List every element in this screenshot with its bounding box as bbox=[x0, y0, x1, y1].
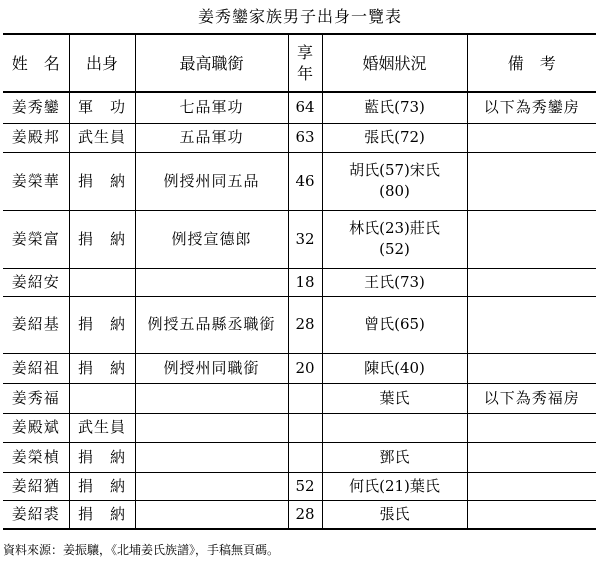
cell-marriage: 王氏(73) bbox=[322, 268, 467, 296]
cell-note bbox=[467, 500, 596, 529]
table-row bbox=[3, 413, 596, 442]
cell-name: 姜紹安 bbox=[3, 268, 69, 296]
cell-note bbox=[467, 413, 596, 442]
cell-age: 64 bbox=[288, 92, 322, 123]
table-header bbox=[3, 34, 596, 92]
cell-name: 姜榮富 bbox=[3, 210, 69, 268]
cell-age: 46 bbox=[288, 152, 322, 210]
cell-post: 例授州同五品 bbox=[135, 152, 288, 210]
cell-note bbox=[467, 442, 596, 472]
cell-marriage bbox=[322, 413, 467, 442]
cell-name: 姜殿斌 bbox=[3, 413, 69, 442]
cell-origin: 捐 納 bbox=[69, 353, 135, 383]
table-row bbox=[3, 353, 596, 383]
source-note: 資料來源：姜振驤，《北埔姜氏族譜》，手稿無頁碼。 bbox=[3, 543, 280, 557]
cell-age: 18 bbox=[288, 268, 322, 296]
cell-marriage: 陳氏(40) bbox=[322, 353, 467, 383]
cell-note bbox=[467, 123, 596, 152]
cell-post bbox=[135, 472, 288, 500]
header-origin: 出身 bbox=[69, 34, 135, 92]
table-row bbox=[3, 442, 596, 472]
cell-name: 姜殿邦 bbox=[3, 123, 69, 152]
cell-post bbox=[135, 500, 288, 529]
cell-marriage: 張氏(72) bbox=[322, 123, 467, 152]
cell-marriage: 何氏(21)葉氏 bbox=[322, 472, 467, 500]
header-age: 享年 bbox=[288, 34, 322, 92]
cell-age: 28 bbox=[288, 296, 322, 353]
cell-age: 32 bbox=[288, 210, 322, 268]
header-note: 備 考 bbox=[467, 34, 596, 92]
cell-note: 以下為秀福房 bbox=[467, 383, 596, 413]
genealogy-table bbox=[3, 33, 596, 530]
table-body bbox=[3, 92, 596, 529]
cell-age bbox=[288, 383, 322, 413]
cell-age: 28 bbox=[288, 500, 322, 529]
table-row bbox=[3, 210, 596, 268]
cell-name: 姜紹基 bbox=[3, 296, 69, 353]
cell-note bbox=[467, 210, 596, 268]
cell-marriage: 林氏(23)莊氏(52) bbox=[322, 210, 467, 268]
cell-age: 52 bbox=[288, 472, 322, 500]
header-marriage: 婚姻狀況 bbox=[322, 34, 467, 92]
table-row bbox=[3, 152, 596, 210]
cell-origin: 捐 納 bbox=[69, 152, 135, 210]
cell-note: 以下為秀鑾房 bbox=[467, 92, 596, 123]
cell-name: 姜紹祖 bbox=[3, 353, 69, 383]
cell-name: 姜榮華 bbox=[3, 152, 69, 210]
cell-name: 姜秀福 bbox=[3, 383, 69, 413]
cell-age bbox=[288, 442, 322, 472]
table-row bbox=[3, 296, 596, 353]
cell-age bbox=[288, 413, 322, 442]
cell-origin: 武生員 bbox=[69, 123, 135, 152]
cell-note bbox=[467, 152, 596, 210]
table-row bbox=[3, 92, 596, 123]
header-post: 最高職銜 bbox=[135, 34, 288, 92]
header-name: 姓 名 bbox=[3, 34, 69, 92]
table-row bbox=[3, 268, 596, 296]
cell-origin: 捐 納 bbox=[69, 442, 135, 472]
cell-origin: 捐 納 bbox=[69, 500, 135, 529]
cell-post: 例授州同職銜 bbox=[135, 353, 288, 383]
cell-age: 63 bbox=[288, 123, 322, 152]
cell-note bbox=[467, 296, 596, 353]
table-row bbox=[3, 123, 596, 152]
cell-post bbox=[135, 268, 288, 296]
cell-marriage: 藍氏(73) bbox=[322, 92, 467, 123]
table-row bbox=[3, 472, 596, 500]
cell-post: 例授五品縣丞職銜 bbox=[135, 296, 288, 353]
cell-origin: 武生員 bbox=[69, 413, 135, 442]
cell-note bbox=[467, 472, 596, 500]
cell-post: 例授宣德郎 bbox=[135, 210, 288, 268]
cell-post bbox=[135, 413, 288, 442]
cell-post: 五品軍功 bbox=[135, 123, 288, 152]
table-row bbox=[3, 500, 596, 529]
cell-marriage: 鄧氏 bbox=[322, 442, 467, 472]
cell-name: 姜紹裘 bbox=[3, 500, 69, 529]
cell-marriage: 張氏 bbox=[322, 500, 467, 529]
cell-name: 姜紹猶 bbox=[3, 472, 69, 500]
cell-origin: 捐 納 bbox=[69, 472, 135, 500]
header-row bbox=[3, 34, 596, 92]
table-title: 姜秀鑾家族男子出身一覽表 bbox=[197, 7, 402, 26]
cell-note bbox=[467, 353, 596, 383]
cell-post bbox=[135, 442, 288, 472]
cell-origin bbox=[69, 268, 135, 296]
cell-note bbox=[467, 268, 596, 296]
cell-origin: 軍 功 bbox=[69, 92, 135, 123]
cell-origin bbox=[69, 383, 135, 413]
cell-post bbox=[135, 383, 288, 413]
table-row bbox=[3, 383, 596, 413]
cell-origin: 捐 納 bbox=[69, 210, 135, 268]
cell-marriage: 胡氏(57)宋氏(80) bbox=[322, 152, 467, 210]
cell-post: 七品軍功 bbox=[135, 92, 288, 123]
cell-age: 20 bbox=[288, 353, 322, 383]
cell-marriage: 曾氏(65) bbox=[322, 296, 467, 353]
cell-marriage: 葉氏 bbox=[322, 383, 467, 413]
cell-origin: 捐 納 bbox=[69, 296, 135, 353]
cell-name: 姜榮楨 bbox=[3, 442, 69, 472]
cell-name: 姜秀鑾 bbox=[3, 92, 69, 123]
